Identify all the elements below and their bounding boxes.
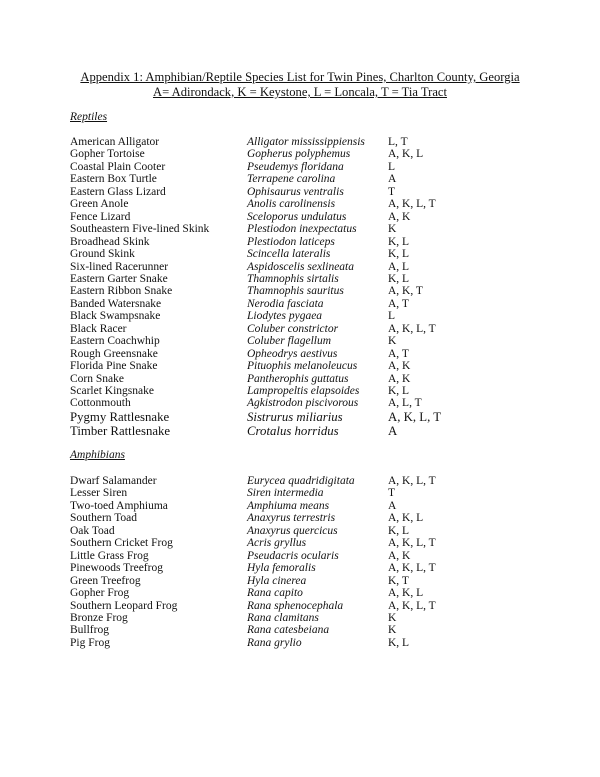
table-row [0,261,600,274]
table-row [0,273,600,286]
scientific-name: Gopherus polyphemus [247,148,351,161]
tract-codes: A, K, T [388,285,423,298]
scientific-name: Pseudacris ocularis [247,549,339,562]
scientific-name: Rana capito [247,587,303,600]
scientific-name: Anaxyrus terrestris [247,512,336,525]
scientific-name: Rana clamitans [247,611,319,624]
table-row [0,285,600,298]
scientific-name: Liodytes pygaea [247,310,323,323]
common-name: Rough Greensnake [70,347,158,360]
tract-codes: A, K [388,549,411,562]
tract-codes: K, T [388,574,409,587]
tract-codes: L, T [388,136,408,148]
table-row [0,550,600,563]
tract-codes: A, L, T [388,397,422,410]
scientific-name: Nerodia fasciata [247,297,324,310]
common-name: Lesser Siren [70,487,128,500]
table-row [0,223,600,236]
table-row [0,248,600,261]
tract-codes: A, K [388,210,411,223]
table-row [0,525,600,538]
table-row [0,310,600,323]
tract-codes: A, T [388,297,409,310]
scientific-name: Alligator mississippiensis [247,136,365,148]
scientific-name: Anaxyrus quercicus [247,524,338,537]
tract-codes: A, K, L, T [388,599,436,612]
scientific-name: Lampropeltis elapsoides [247,385,360,397]
scientific-name: Coluber flagellum [247,335,332,348]
scientific-name: Sceloporus undulatus [247,210,347,223]
common-name: Two-toed Amphiuma [70,499,168,512]
scientific-name: Thamnophis sauritus [247,285,344,298]
tract-codes: A, K, L, T [388,562,436,575]
tract-codes: K, L [388,524,410,537]
table-row [0,173,600,186]
tract-codes: K [388,335,397,348]
table-row [0,323,600,336]
table-row [0,373,600,386]
common-name: Southern Toad [70,512,138,525]
scientific-name: Agkistrodon piscivorous [247,397,359,410]
scientific-name: Coluber constrictor [247,322,339,335]
tract-codes: T [388,487,396,500]
common-name: Black Racer [70,322,127,335]
tract-codes: L [388,160,396,173]
scientific-name: Pituophis melanoleucus [247,360,358,373]
scientific-name: Hyla femoralis [247,562,316,575]
common-name: Green Anole [70,198,129,211]
tract-codes: A, T [388,347,409,360]
common-name: Ground Skink [70,248,135,261]
common-name: Pig Frog [70,636,110,649]
common-name: Eastern Coachwhip [70,335,160,348]
scientific-name: Amphiuma means [247,499,330,512]
table-row [0,587,600,600]
tract-codes: A, L [388,260,410,273]
table-row [0,410,600,424]
common-name: Timber Rattlesnake [70,423,171,438]
scientific-name: Eurycea quadridigitata [247,475,355,487]
reptiles-heading: Reptiles [70,111,108,123]
common-name: Florida Pine Snake [70,360,158,373]
table-row [0,298,600,311]
tract-codes: K, L [388,385,410,397]
scientific-name: Plestiodon laticeps [247,235,335,248]
table-row [0,600,600,613]
scientific-name: Sistrurus miliarius [247,409,343,424]
tract-codes: A, K [388,360,411,373]
scientific-name: Pseudemys floridana [247,160,344,173]
common-name: Bullfrog [70,624,109,637]
tract-codes: A [388,173,397,186]
common-name: Green Treefrog [70,574,141,587]
scientific-name: Thamnophis sirtalis [247,272,339,285]
tract-codes: A, K, L, T [388,475,436,487]
common-name: Little Grass Frog [70,549,149,562]
common-name: Dwarf Salamander [70,475,157,487]
scientific-name: Plestiodon inexpectatus [247,223,357,236]
scientific-name: Crotalus horridus [247,423,339,438]
table-row [0,198,600,211]
scientific-name: Siren intermedia [247,487,324,500]
common-name: Eastern Garter Snake [70,272,168,285]
title-line-2: A= Adirondack, K = Keystone, L = Loncala, T = Tia Tract [152,85,448,99]
common-name: Scarlet Kingsnake [70,385,154,397]
tract-codes: A, K, L [388,512,424,525]
common-name: Gopher Tortoise [70,148,145,161]
common-name: Southern Leopard Frog [70,599,178,612]
scientific-name: Anolis carolinensis [247,198,336,211]
tract-codes: K, L [388,272,410,285]
table-row [0,487,600,500]
table-row [0,236,600,249]
common-name: Coastal Plain Cooter [70,160,166,173]
table-row [0,624,600,637]
scientific-name: Terrapene carolina [247,173,336,186]
tract-codes: A, K, L [388,587,424,600]
common-name: Fence Lizard [70,210,131,223]
document-title [0,70,600,100]
table-row [0,136,600,149]
common-name: Bronze Frog [70,611,128,624]
scientific-name: Rana catesbeiana [247,624,330,637]
table-row [0,562,600,575]
tract-codes: A, K, L [388,148,424,161]
tract-codes: K [388,611,397,624]
common-name: Southeastern Five-lined Skink [70,223,210,236]
table-row [0,161,600,174]
scientific-name: Rana sphenocephala [247,599,344,612]
common-name: Pinewoods Treefrog [70,562,163,575]
table-row [0,424,600,438]
table-row [0,475,600,488]
common-name: Eastern Box Turtle [70,173,157,186]
common-name: Black Swampsnake [70,310,161,323]
table-row [0,537,600,550]
common-name: Eastern Glass Lizard [70,185,166,198]
table-row [0,500,600,513]
tract-codes: A [388,499,397,512]
tract-codes: K [388,624,397,637]
tract-codes: A, K [388,372,411,385]
table-row [0,211,600,224]
common-name: Oak Toad [70,524,115,537]
common-name: Gopher Frog [70,587,130,600]
table-row [0,385,600,398]
common-name: Eastern Ribbon Snake [70,285,173,298]
tract-codes: A, K, L, T [388,198,436,211]
scientific-name: Aspidoscelis sexlineata [247,260,354,273]
tract-codes: A, K, L, T [388,409,442,424]
tract-codes: A, K, L, T [388,537,436,550]
common-name: American Alligator [70,136,160,148]
table-row [0,348,600,361]
tract-codes: K, L [388,636,410,649]
table-row [0,612,600,625]
common-name: Cottonmouth [70,397,131,410]
table-row [0,637,600,650]
common-name: Pygmy Rattlesnake [70,409,170,424]
table-row [0,512,600,525]
common-name: Broadhead Skink [70,235,150,248]
tract-codes: K, L [388,235,410,248]
scientific-name: Rana grylio [247,636,302,649]
table-row [0,186,600,199]
tract-codes: L [388,310,396,323]
tract-codes: A, K, L, T [388,322,436,335]
table-row [0,148,600,161]
scientific-name: Acris gryllus [247,537,307,550]
scientific-name: Ophisaurus ventralis [247,185,344,198]
amphibians-heading: Amphibians [70,449,125,461]
scientific-name: Hyla cinerea [247,574,307,587]
table-row [0,575,600,588]
common-name: Six-lined Racerunner [70,260,169,273]
tract-codes: K [388,223,397,236]
common-name: Corn Snake [70,372,124,385]
table-row [0,335,600,348]
common-name: Banded Watersnake [70,297,162,310]
table-row [0,397,600,410]
title-line-1: Appendix 1: Amphibian/Reptile Species List for Twin Pines, Charlton County, Georgia [80,70,520,84]
tract-codes: A [388,423,398,438]
scientific-name: Scincella lateralis [247,248,331,261]
scientific-name: Opheodrys aestivus [247,347,338,360]
tract-codes: T [388,185,396,198]
scientific-name: Pantherophis guttatus [247,372,349,385]
table-row [0,360,600,373]
common-name: Southern Cricket Frog [70,537,173,550]
tract-codes: K, L [388,248,410,261]
